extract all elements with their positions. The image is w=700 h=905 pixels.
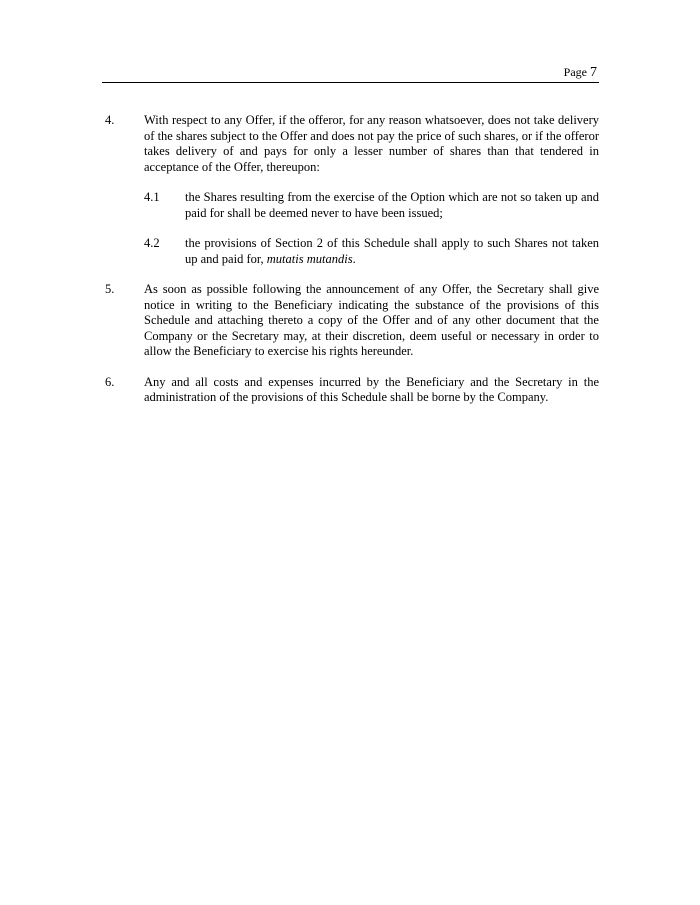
paragraph-number: 4.	[105, 113, 115, 127]
page-number: 7	[590, 65, 597, 80]
subparagraph-text	[185, 236, 599, 267]
paragraph-5	[102, 282, 599, 360]
page-label: Page	[563, 65, 587, 79]
subparagraph-number: 4.1	[144, 190, 160, 204]
italic-phrase: mutatis mutandis	[266, 251, 353, 266]
paragraph-6	[102, 375, 599, 406]
paragraph-number: 6.	[105, 374, 115, 389]
subparagraph-text-main: the provisions of Section 2 of this Schedule shall apply to such Shares not taken up and paid for,	[185, 236, 599, 266]
paragraph-text: Any and all costs and expenses incurred by the Beneficiary and the Secretary in the administration of the provisions of this Schedule shall be borne by the Company.	[144, 374, 599, 404]
subparagraph-text: the Shares resulting from the exercise of the Option which are not so taken up and paid for shall be deemed never to have been issued;	[185, 190, 599, 220]
paragraph-text: As soon as possible following the announcement of any Offer, the Secretary shall give notice in writing to the Beneficiary indicating the substance of the provisions of this Schedule and attaching thereto a copy of the Offer and of any other document that the Company or the Secretary may, at their discretion, deem useful or necessary in order to allow the Beneficiary to exercise his rights hereunder.	[144, 282, 599, 358]
paragraph-4	[102, 113, 599, 267]
page-header	[102, 60, 599, 83]
paragraph-text: With respect to any Offer, if the offeror, for any reason whatsoever, does not take delivery of the shares subject to the Offer and does not pay the price of such shares, or if the offeror takes delivery of and pays for only a lesser number of shares than that tendered in acceptance of the Offer, thereupon:	[144, 113, 599, 174]
subparagraph-text-end: .	[352, 251, 356, 266]
subparagraph-4-1	[102, 190, 599, 221]
paragraph-number: 5.	[105, 282, 115, 296]
subparagraph-number: 4.2	[144, 236, 160, 250]
page-number-label	[564, 65, 597, 80]
document-body	[102, 113, 599, 421]
subparagraph-4-2	[102, 236, 599, 267]
